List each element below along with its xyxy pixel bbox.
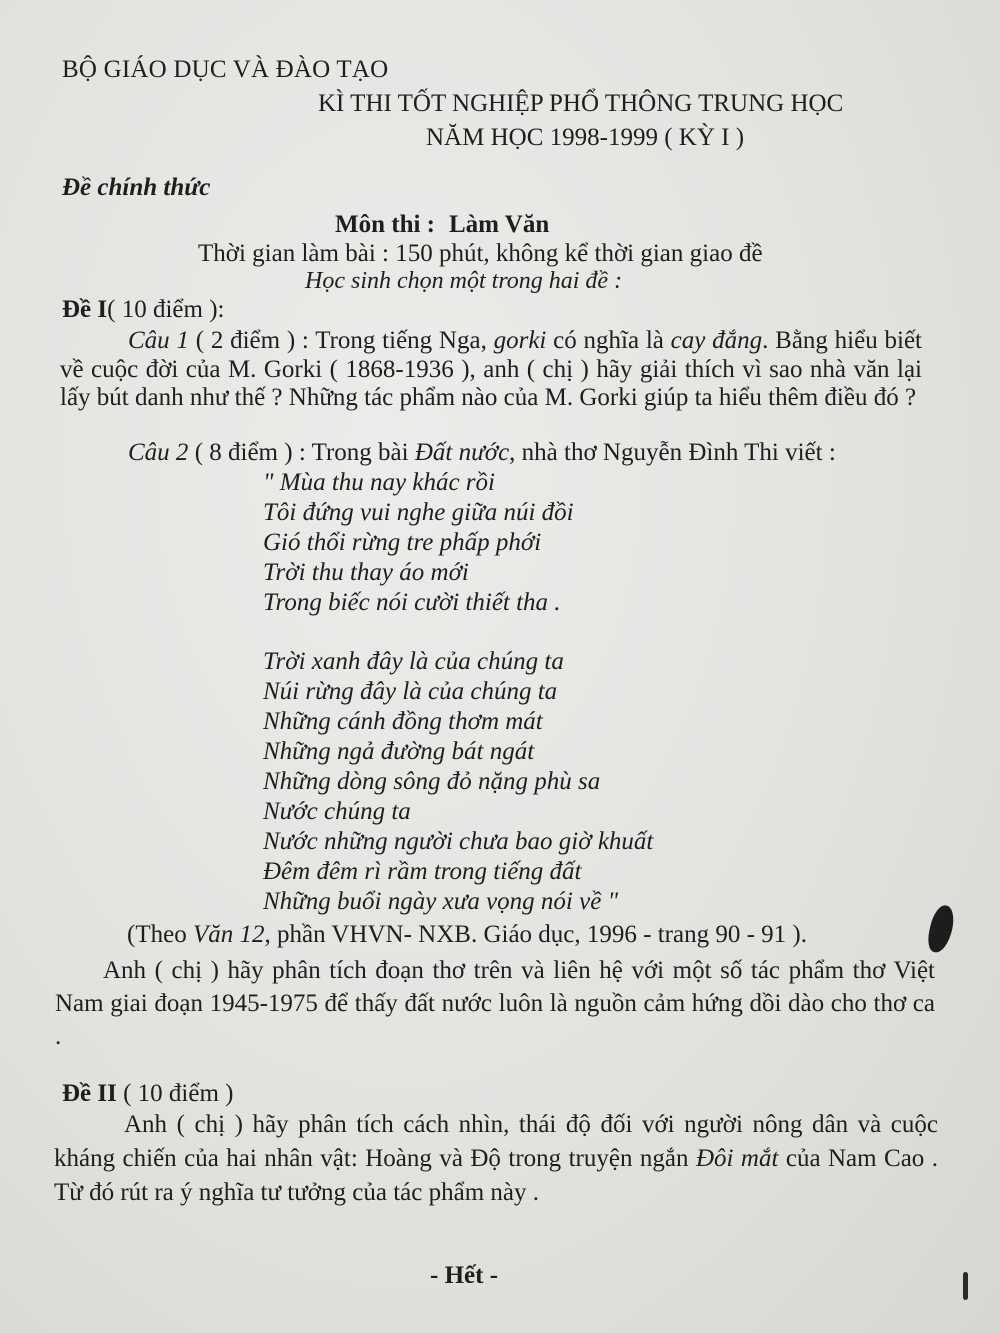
de2-points: ( 10 điểm ) (116, 1080, 234, 1107)
ink-blot (925, 903, 956, 955)
exam-year: NĂM HỌC 1998-1999 ( KỲ I ) (426, 124, 745, 151)
source-pre: (Theo (127, 921, 193, 948)
q1-rest: . Bằng hiểu biết về cuộc đời của M. Gorki ( 1868-1936 ), anh ( chị ) hãy giải thích vì sao nhà văn lại lấy bút danh như thế ? Những tác phẩm nào của M. Gorki giúp ta hiểu thêm điều đó ? (60, 327, 922, 411)
poem-line: Những ngả đường bát ngát (263, 738, 535, 765)
de1-title: Đề I (62, 296, 108, 323)
q2-rest: , nhà thơ Nguyễn Đình Thi viết : (509, 439, 836, 466)
poem-line: Trong biếc nói cười thiết tha . (263, 589, 561, 616)
source-book: Văn 12 (192, 921, 265, 948)
de2-body-post: của Nam Cao . Từ đó rút ra ý nghĩa tư tưởng của tác phẩm này . (54, 1145, 939, 1206)
time-limit: Thời gian làm bài : 150 phút, không kể thời gian giao đề (198, 240, 763, 267)
q2-intro: ( 8 điểm ) : Trong bài (188, 439, 415, 466)
poem-line: Những buổi ngày xưa vọng nói về " (263, 888, 619, 915)
q1-term: gorki (493, 327, 547, 354)
poem-line: Nước những người chưa bao giờ khuất (263, 828, 654, 855)
question-2 (128, 439, 836, 467)
exam-title: KÌ THI TỐT NGHIỆP PHỔ THÔNG TRUNG HỌC (318, 90, 844, 117)
instruction: Học sinh chọn một trong hai đề : (305, 268, 623, 294)
poem-stanza-2 (263, 647, 653, 917)
ink-mark (963, 1272, 968, 1300)
end-marker: - Hết - (430, 1262, 499, 1289)
poem-source (127, 921, 807, 949)
poem-line: " Mùa thu nay khác rồi (263, 469, 495, 496)
poem-line: Nước chúng ta (263, 798, 411, 825)
official-label: Đề chính thức (62, 174, 211, 201)
subject-name: Làm Văn (449, 211, 550, 238)
de1-task: Anh ( chị ) hãy phân tích đoạn thơ trên và liên hệ với một số tác phẩm thơ Việt Nam giai đoạn 1945-1975 để thấy đất nước luôn là nguồn cảm hứng dồi dào cho thơ ca . (55, 957, 935, 1050)
q1-label: Câu 1 (128, 327, 189, 354)
q1-mid: có nghĩa là (546, 327, 671, 354)
poem-line: Trời thu thay áo mới (263, 559, 469, 586)
ministry-heading: BỘ GIÁO DỤC VÀ ĐÀO TẠO (62, 56, 389, 83)
de1-heading (62, 296, 224, 324)
poem-line: Đêm đêm rì rầm trong tiếng đất (263, 858, 582, 885)
poem-stanza-1 (263, 468, 574, 618)
q1-points: ( 2 điểm ) : Trong tiếng Nga, (188, 327, 494, 354)
subject-line (335, 211, 549, 239)
question-1 (60, 327, 922, 413)
de2-work: Đôi mắt (695, 1145, 779, 1172)
q2-label: Câu 2 (128, 439, 189, 466)
q2-work: Đất nước (414, 439, 510, 466)
poem-line: Những cánh đồng thơm mát (263, 708, 543, 735)
poem-line: Tôi đứng vui nghe giữa núi đồi (263, 499, 574, 526)
de2-body-pre: Anh ( chị ) hãy phân tích cách nhìn, thái độ đối với người nông dân và cuộc kháng chiến của hai nhân vật: Hoàng và Độ trong truyện ngắn (54, 1111, 938, 1172)
poem-line: Những dòng sông đỏ nặng phù sa (263, 768, 601, 795)
de1-points: ( 10 điểm ): (107, 296, 225, 323)
q1-meaning: cay đắng (670, 327, 763, 354)
poem-line: Gió thổi rừng tre phấp phới (263, 529, 542, 556)
poem-line: Trời xanh đây là của chúng ta (263, 648, 564, 675)
de2-heading (62, 1080, 234, 1108)
poem-line: Núi rừng đây là của chúng ta (263, 678, 558, 705)
de2-body (54, 1108, 938, 1210)
subject-label: Môn thi : (335, 211, 435, 238)
de2-title: Đề II (62, 1080, 117, 1107)
source-post: , phần VHVN- NXB. Giáo dục, 1996 - trang 90 - 91 ). (264, 921, 807, 948)
